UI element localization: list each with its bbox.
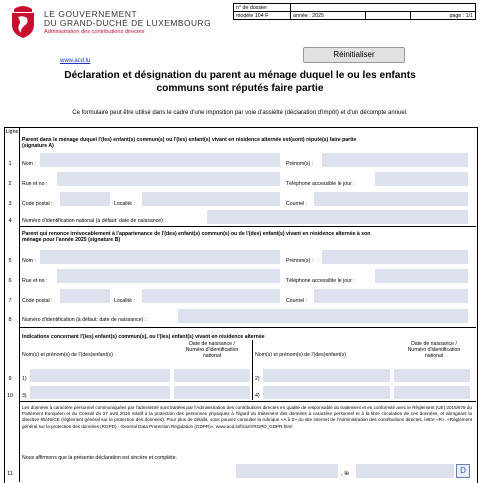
child-3-label: 3) xyxy=(22,393,27,399)
line-number: 1 xyxy=(8,161,12,167)
a-rue-label: Rue et no : xyxy=(22,181,48,187)
b-code-postal-label: Code postal : xyxy=(22,298,53,304)
le-label: , le xyxy=(341,471,350,477)
b-code-postal-field[interactable] xyxy=(60,289,110,303)
line-number: 10 xyxy=(6,393,14,399)
children-col-date-2-line-2: Numéro d'identification xyxy=(407,347,461,353)
children-col-date-2-line-3: national xyxy=(424,353,444,359)
section-b-title-line-1: Parent qui renonce irrévocablement à l'appartenance de l'(des) enfant(s) commun(s) ou de l'(des) enfant(s) vivant en résidence alternée à son xyxy=(22,231,371,237)
children-col-date-2-line-1: Date de naissance / xyxy=(411,341,457,347)
line-number: 2 xyxy=(8,181,12,187)
line-number: 9 xyxy=(8,376,12,382)
children-col-name-2: Nom(s) et prénom(s) de l'(des)enfant(s) xyxy=(255,352,346,358)
a-code-postal-field[interactable] xyxy=(60,192,110,206)
b-nom-label: Nom : xyxy=(22,258,36,264)
a-matricule-label: Numéro d'identification national (à défaut: date de naissance) : xyxy=(22,218,166,224)
b-telephone-field[interactable] xyxy=(375,269,468,283)
date-picker-icon: D xyxy=(460,466,466,475)
b-prenoms-field[interactable] xyxy=(322,250,468,264)
affirmation-text: Nous affirmons que la présente déclaration est sincère et complète. xyxy=(22,455,178,461)
website-link[interactable]: www.acd.lu xyxy=(60,58,91,64)
logo-line-2: DU GRAND-DUCHÉ DE LUXEMBOURG xyxy=(44,18,212,28)
children-col-date-2 xyxy=(392,341,476,359)
a-courriel-field[interactable] xyxy=(314,192,468,206)
child-2-label: 2) xyxy=(255,376,260,382)
line-number: 11 xyxy=(7,471,13,477)
section-b-title-line-2: ménage pour l'année 2025 (signature B) xyxy=(22,237,121,243)
child-2-name-field[interactable] xyxy=(263,369,390,382)
section-a-title-line-2: (signature A) xyxy=(22,143,54,149)
a-code-postal-label: Code postal : xyxy=(22,201,53,207)
line-number: 4 xyxy=(8,218,12,224)
child-3-date-field[interactable] xyxy=(174,386,250,399)
children-col-date-1-line-1: Date de naissance / xyxy=(189,341,235,347)
a-nom-field[interactable] xyxy=(40,153,280,167)
a-telephone-field[interactable] xyxy=(375,172,468,186)
page-title-line-1: Déclaration et désignation du parent au ménage duquel le ou les enfants xyxy=(64,70,416,81)
a-prenoms-field[interactable] xyxy=(322,153,468,167)
signature-place-field[interactable] xyxy=(236,464,338,478)
page-label: page : 1/1 xyxy=(411,12,476,20)
child-4-label: 4) xyxy=(255,393,260,399)
child-3-name-field[interactable] xyxy=(30,386,170,399)
dossier-number-field[interactable] xyxy=(291,4,476,12)
children-title: Indications concernant l'(les) enfant(s) commun(s), ou l'(les) enfant(s) vivant en résidence alternée xyxy=(22,334,265,340)
b-localite-label: Localité : xyxy=(114,298,135,304)
line-number: 3 xyxy=(8,201,12,207)
b-matricule-label: Numéro d'identification (à défaut: date de naissance) : xyxy=(22,317,147,323)
b-courriel-label: Courriel : xyxy=(286,298,308,304)
ligne-header: Ligne xyxy=(5,129,19,135)
a-prenoms-label: Prénom(s) : xyxy=(286,161,314,167)
children-col-date-1 xyxy=(172,341,252,359)
line-number: 8 xyxy=(8,317,12,323)
b-telephone-label: Téléphone accessible le jour : xyxy=(286,278,355,284)
b-matricule-field[interactable] xyxy=(178,309,468,323)
a-localite-label: Localité : xyxy=(114,201,135,207)
dossier-number-label: n° de dossier xyxy=(234,4,291,12)
date-picker-button[interactable] xyxy=(456,464,470,478)
child-2-date-field[interactable] xyxy=(394,369,470,382)
dossier-box xyxy=(233,3,476,20)
line-number: 6 xyxy=(8,278,12,284)
a-matricule-field[interactable] xyxy=(207,210,468,224)
reset-button[interactable] xyxy=(303,47,405,63)
a-courriel-label: Courriel : xyxy=(286,201,308,207)
a-localite-field[interactable] xyxy=(142,192,280,206)
intro-text: Ce formulaire peut être utilisé dans le cadre d'une imposition par voie d'assiette (déclaration d'impôt) et d'un décompte annuel. xyxy=(72,110,408,116)
children-col-name-1: Nom(s) et prénom(s) de l'(des)enfant(s) xyxy=(22,352,113,358)
b-rue-label: Rue et no : xyxy=(22,278,48,284)
page-title xyxy=(0,69,480,95)
line-number: 7 xyxy=(8,298,12,304)
a-rue-field[interactable] xyxy=(57,172,280,186)
logo-line-1: LE GOUVERNEMENT xyxy=(44,9,138,19)
b-localite-field[interactable] xyxy=(142,289,280,303)
b-rue-field[interactable] xyxy=(57,269,280,283)
page-title-line-2: communs sont réputés faire partie xyxy=(156,83,324,94)
child-1-name-field[interactable] xyxy=(30,369,170,382)
rgpd-notice: Les données à caractère personnel communiquées par l'administré sont traitées par l'Administration des contributions directes en qualité de responsable du traitement et en conformité avec le Règlement (UE) 2016/679 du Parlement Européen et du Conseil du 27 avril 2016 relatif à la protection des personnes physiques à l'égard du traitement des données à caractère personnel et à la libre circulation de ces données, et abrogeant la directive 95/46/CE (règlement général sur la protection des données). Pour plus de détails, vous pouvez consulter la rubrique «A à Z» du site internet de l'Administration des contributions directes, lettre «R», «Règlement général sur la protection des données (RGPD) - General Data Protection Regulation (GDPR)»: www.acd.lu/fr/az/r/RGPD_GDPR.html xyxy=(22,405,472,429)
a-nom-label: Nom : xyxy=(22,161,36,167)
line-number: 5 xyxy=(8,258,12,264)
section-a-title-line-1: Parent dans le ménage duquel l'(les) enfant(s) commun(s) ou l'(les) enfant(s) vivant en résidence alternée est(sont) réputé(s) faire partie xyxy=(22,137,357,143)
child-1-label: 1) xyxy=(22,376,27,382)
year-label: année : 2025 xyxy=(291,12,366,20)
child-4-name-field[interactable] xyxy=(263,386,390,399)
children-col-date-1-line-2: Numéro d'identification xyxy=(185,347,239,353)
section-a-title xyxy=(22,137,472,149)
children-col-date-1-line-3: national xyxy=(202,353,222,359)
model-label: modèle 104 F xyxy=(234,12,291,20)
coat-of-arms-logo xyxy=(8,3,38,39)
logo-text xyxy=(44,10,224,36)
signature-date-field[interactable] xyxy=(356,464,454,478)
a-telephone-label: Téléphone accessible le jour : xyxy=(286,181,355,187)
child-4-date-field[interactable] xyxy=(394,386,470,399)
logo-line-3: Administration des contributions directes xyxy=(44,29,145,35)
child-1-date-field[interactable] xyxy=(174,369,250,382)
b-courriel-field[interactable] xyxy=(314,289,468,303)
section-b-title xyxy=(22,231,474,243)
b-nom-field[interactable] xyxy=(40,250,280,264)
reset-button-label: Réinitialiser xyxy=(333,50,375,59)
b-prenoms-label: Prénom(s) : xyxy=(286,258,314,264)
